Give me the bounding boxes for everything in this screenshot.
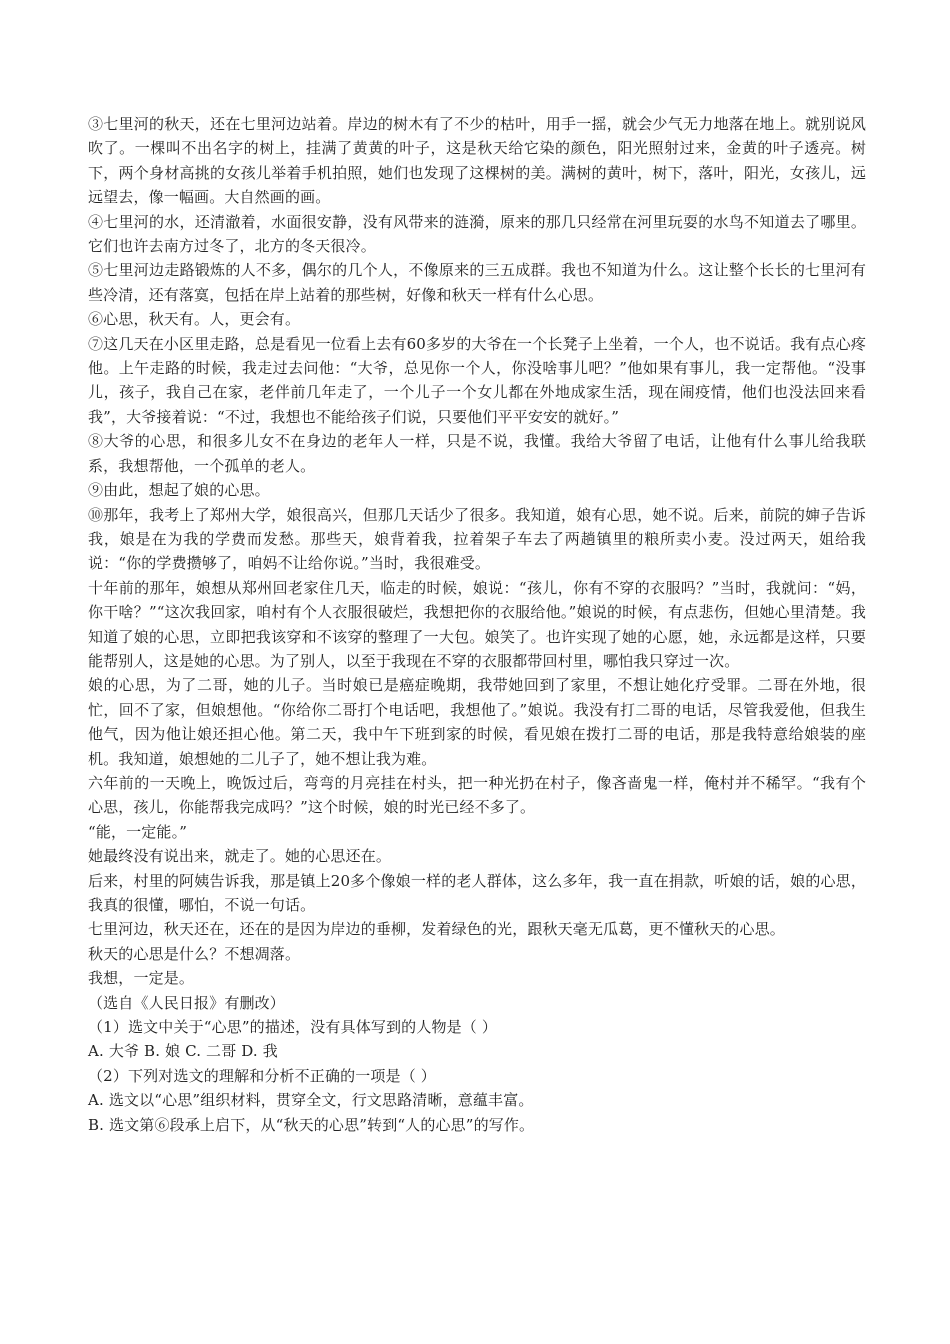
paragraph-old-man-thoughts: ⑧大爷的心思，和很多儿女不在身边的老年人一样，只是不说，我懂。我给大爷留了电话，让他有什么事儿给我联系，我想帮他，一个孤单的老人。 — [88, 432, 866, 475]
paragraph-willows: 七里河边，秋天还在，还在的是因为岸边的垂柳，发着绿色的光，跟秋天毫无瓜葛，更不懂秋天的心思。 — [88, 920, 785, 939]
question-2-option-a: A. 选文以“心思”组织材料，贯穿全文，行文思路清晰，意蕴丰富。 — [88, 1091, 534, 1110]
paragraph-autumn-question: 秋天的心思是什么？不想凋落。 — [88, 944, 301, 963]
paragraph-conclusion: 我想，一定是。 — [88, 969, 195, 988]
question-1-options: A. 大爷 B. 娘 C. 二哥 D. 我 — [88, 1042, 278, 1061]
paragraph-passing: 她最终没有说出来，就走了。她的心思还在。 — [88, 847, 392, 866]
question-2: （2）下列对选文的理解和分析不正确的一项是（ ） — [88, 1066, 436, 1085]
question-2-option-b: B. 选文第⑥段承上启下，从“秋天的心思”转到“人的心思”的写作。 — [88, 1115, 535, 1134]
paragraph-moon-night: 六年前的一天晚上，晚饭过后，弯弯的月亮挂在村头，把一种光扔在村子，像吝啬鬼一样，俺村并不稀罕。“我有个心思，孩儿，你能帮我完成吗？”这个时候，娘的时光已经不多了。 — [88, 773, 866, 817]
article-body — [88, 112, 866, 1137]
paragraph-old-man: ⑦这几天在小区里走路，总是看见一位看上去有60多岁的大爷在一个长凳子上坐着，一个人，也不说话。我有点心疼他。上午走路的时候，我走过去问他：“大爷，总见你一个人，你没啥事儿吧？”他如果有事儿，我一定帮他。“没事儿，孩子，我自己在家，老伴前几年走了，一个儿子一个女儿都在外地成家生活，现在闹疫情，他们也没法回来看我”，大爷接着说：“不过，我想也不能给孩子们说，只要他们平平安安的就好。” — [88, 334, 866, 426]
paragraph-autumn-river: ③七里河的秋天，还在七里河边站着。岸边的树木有了不少的枯叶，用手一摇，就会少气无力地落在地上。就别说风吹了。一棵叫不出名字的树上，挂满了黄黄的叶子，这是秋天给它染的颜色，阳光照射过来，金黄的叶子透亮。树下，两个身材高挑的女孩儿举着手机拍照，她们也发现了这棵树的美。满树的黄叶，树下，落叶，阳光，女孩儿，远远望去，像一幅画。大自然画的画。 — [88, 115, 866, 207]
paragraph-promise: “能，一定能。” — [88, 822, 188, 841]
paragraph-mother-intro: ⑨由此，想起了娘的心思。 — [88, 481, 270, 500]
source-note: （选自《人民日报》有删改） — [88, 993, 285, 1012]
paragraph-walkers: ⑤七里河边走路锻炼的人不多，偶尔的几个人，不像原来的三五成群。我也不知道为什么。这让整个长长的七里河有些冷清，还有落寞，包括在岸上站着的那些树，好像和秋天一样有什么心思。 — [88, 261, 866, 304]
question-1: （1）选文中关于“心思”的描述，没有具体写到的人物是（ ） — [88, 1018, 498, 1037]
paragraph-clothes: 十年前的那年，娘想从郑州回老家住几天，临走的时候，娘说：“孩儿，你有不穿的衣服吗？”当时，我就问：“妈，你干啥？”“这次我回家，咱村有个人衣服很破烂，我想把你的衣服给他。”娘说的时候，有点悲伤，但她心里清楚。我知道了娘的心思，立即把我该穿和不该穿的整理了一大包。娘笑了。也许实现了她的心愿，她，永远都是这样，只要能帮别人，这是她的心思。为了别人，以至于我现在不穿的衣服都带回村里，哪怕我只穿过一次。 — [88, 578, 866, 670]
paragraph-tuition: ⑩那年，我考上了郑州大学，娘很高兴，但那几天话少了很多。我知道，娘有心思，她不说。后来，前院的婶子告诉我，娘是在为我的学费而发愁。那些天，娘背着我，拉着架子车去了两趟镇里的粮所卖小麦。没过两天，姐给我说：“你的学费攒够了，咱妈不让给你说。”当时，我很难受。 — [88, 505, 866, 573]
paragraph-second-brother: 娘的心思，为了二哥，她的儿子。当时娘已是癌症晚期，我带她回到了家里，不想让她化疗受罪。二哥在外地，很忙，回不了家，但娘想他。“你给你二哥打个电话吧，我想他了。”娘说。我没有打二哥的电话，尽管我爱他，但我生他气，因为他让娘还担心他。第二天，我中午下班到家的时候，看见娘在拨打二哥的电话，那是我特意给娘装的座机。我知道，娘想她的二儿子了，她不想让我为难。 — [88, 676, 866, 768]
paragraph-donation: 后来，村里的阿姨告诉我，那是镇上20多个像娘一样的老人群体，这么多年，我一直在捐款，听娘的话，娘的心思，我真的很懂，哪怕，不说一句话。 — [88, 871, 866, 914]
paragraph-thoughts: ⑥心思，秋天有。人，更会有。 — [88, 310, 301, 329]
paragraph-river-water: ④七里河的水，还清澈着，水面很安静，没有风带来的涟漪，原来的那几只经常在河里玩耍的水鸟不知道去了哪里。它们也许去南方过冬了，北方的冬天很冷。 — [88, 212, 866, 256]
